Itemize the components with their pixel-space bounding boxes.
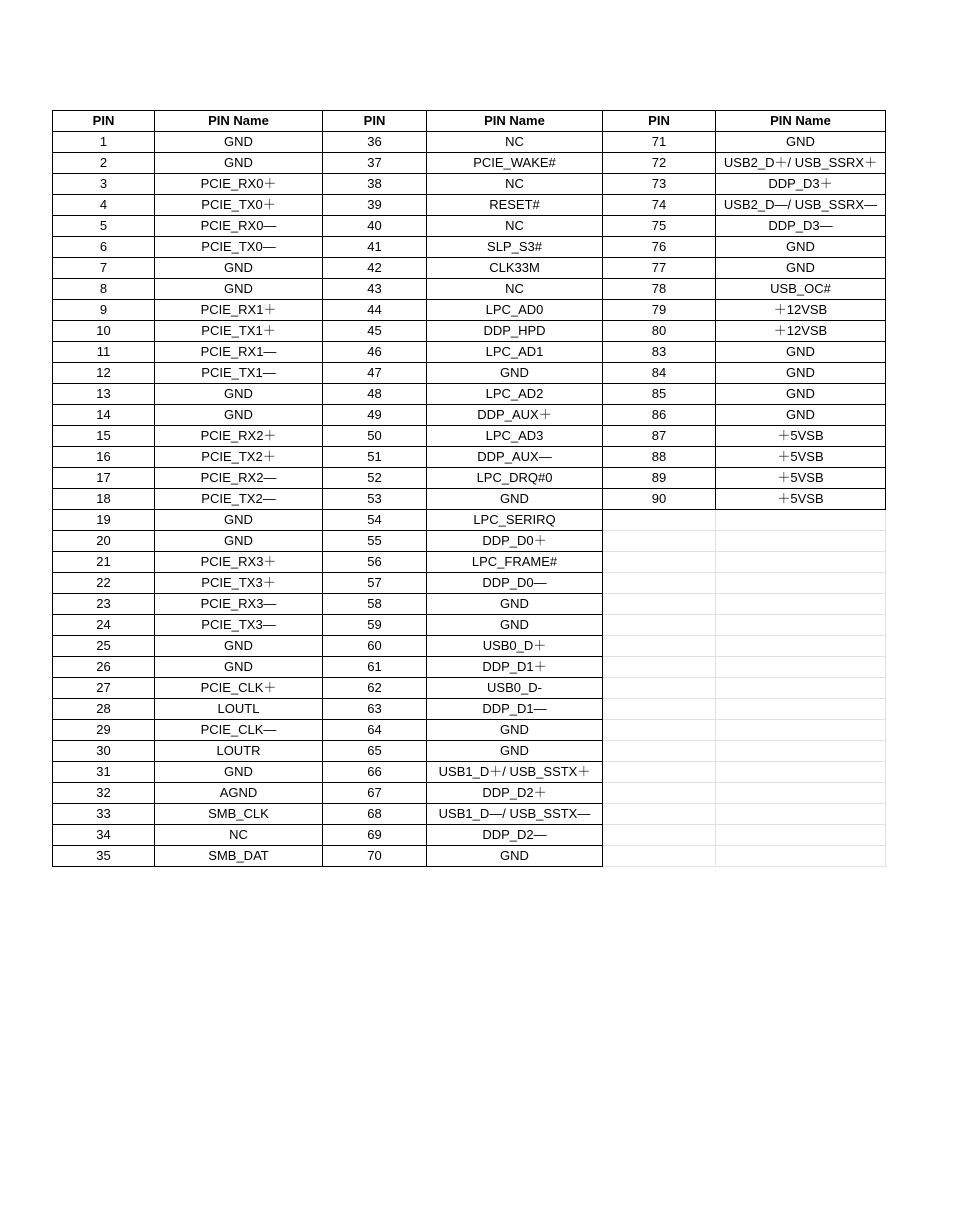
pin-number-cell	[603, 552, 716, 573]
table-row	[53, 216, 886, 237]
pin-number-cell: 8	[53, 279, 155, 300]
pin-number-cell	[603, 531, 716, 552]
pin-name-cell	[716, 657, 886, 678]
pin-number-cell: 39	[323, 195, 427, 216]
pin-number-cell: 3	[53, 174, 155, 195]
pin-name-cell: LOUTL	[155, 699, 323, 720]
pin-number-cell: 19	[53, 510, 155, 531]
table-row	[53, 510, 886, 531]
pin-number-cell	[603, 825, 716, 846]
pin-name-cell: DDP_D3＋	[716, 174, 886, 195]
header-row	[53, 111, 886, 132]
table-row	[53, 636, 886, 657]
pin-name-cell: DDP_D0—	[427, 573, 603, 594]
pin-name-cell	[716, 846, 886, 867]
pin-name-cell: USB1_D＋/ USB_SSTX＋	[427, 762, 603, 783]
table-row	[53, 594, 886, 615]
pin-name-cell	[716, 615, 886, 636]
pin-number-cell: 72	[603, 153, 716, 174]
pin-number-cell: 60	[323, 636, 427, 657]
pin-number-cell: 37	[323, 153, 427, 174]
pin-name-cell: PCIE_TX1—	[155, 363, 323, 384]
pin-name-cell: LPC_FRAME#	[427, 552, 603, 573]
table-row	[53, 783, 886, 804]
pin-number-cell: 13	[53, 384, 155, 405]
pin-name-cell: PCIE_TX3＋	[155, 573, 323, 594]
column-header-pin-name: PIN Name	[155, 111, 323, 132]
pin-number-cell: 86	[603, 405, 716, 426]
pin-name-cell: GND	[716, 342, 886, 363]
pin-name-cell: USB0_D＋	[427, 636, 603, 657]
pin-name-cell: LPC_AD0	[427, 300, 603, 321]
pin-number-cell: 49	[323, 405, 427, 426]
pin-name-cell	[716, 510, 886, 531]
pin-name-cell	[716, 783, 886, 804]
table-row	[53, 468, 886, 489]
pin-name-cell: PCIE_CLK—	[155, 720, 323, 741]
pin-name-cell: LPC_AD2	[427, 384, 603, 405]
pin-name-cell: USB1_D—/ USB_SSTX—	[427, 804, 603, 825]
pin-name-cell: LPC_DRQ#0	[427, 468, 603, 489]
pin-number-cell: 42	[323, 258, 427, 279]
pin-number-cell: 17	[53, 468, 155, 489]
pin-name-cell: SLP_S3#	[427, 237, 603, 258]
table-row	[53, 237, 886, 258]
pin-number-cell: 52	[323, 468, 427, 489]
table-row	[53, 174, 886, 195]
pin-number-cell: 22	[53, 573, 155, 594]
pin-name-cell	[716, 636, 886, 657]
pin-name-cell: GND	[155, 762, 323, 783]
pin-number-cell: 66	[323, 762, 427, 783]
pin-name-cell: USB2_D＋/ USB_SSRX＋	[716, 153, 886, 174]
pin-name-cell	[716, 552, 886, 573]
table-row	[53, 489, 886, 510]
pin-table	[52, 110, 886, 867]
pin-number-cell: 36	[323, 132, 427, 153]
pin-number-cell: 67	[323, 783, 427, 804]
pin-name-cell: LPC_SERIRQ	[427, 510, 603, 531]
pin-number-cell: 41	[323, 237, 427, 258]
pin-number-cell	[603, 573, 716, 594]
table-row	[53, 300, 886, 321]
pin-number-cell: 12	[53, 363, 155, 384]
pin-name-cell: PCIE_TX1＋	[155, 321, 323, 342]
pin-name-cell: GND	[716, 405, 886, 426]
pin-name-cell: GND	[155, 657, 323, 678]
pin-name-cell	[716, 531, 886, 552]
table-row	[53, 699, 886, 720]
pin-number-cell: 7	[53, 258, 155, 279]
pin-number-cell: 90	[603, 489, 716, 510]
pin-name-cell	[716, 573, 886, 594]
pin-name-cell: DDP_D0＋	[427, 531, 603, 552]
table-row	[53, 552, 886, 573]
table-row	[53, 384, 886, 405]
pin-number-cell: 11	[53, 342, 155, 363]
column-header-pin-name: PIN Name	[716, 111, 886, 132]
column-header-pin-name: PIN Name	[427, 111, 603, 132]
pin-number-cell: 54	[323, 510, 427, 531]
pin-number-cell: 69	[323, 825, 427, 846]
pin-name-cell: GND	[155, 384, 323, 405]
table-row	[53, 153, 886, 174]
pin-number-cell: 50	[323, 426, 427, 447]
pin-number-cell: 58	[323, 594, 427, 615]
table-header	[53, 111, 886, 132]
pin-number-cell: 83	[603, 342, 716, 363]
pin-number-cell: 80	[603, 321, 716, 342]
pin-number-cell	[603, 762, 716, 783]
pin-name-cell: LOUTR	[155, 741, 323, 762]
pin-number-cell: 28	[53, 699, 155, 720]
pin-name-cell: DDP_D1—	[427, 699, 603, 720]
pin-number-cell: 77	[603, 258, 716, 279]
pin-number-cell: 88	[603, 447, 716, 468]
pin-number-cell: 76	[603, 237, 716, 258]
pin-number-cell: 78	[603, 279, 716, 300]
pin-number-cell: 18	[53, 489, 155, 510]
pin-number-cell: 16	[53, 447, 155, 468]
pin-number-cell: 24	[53, 615, 155, 636]
pin-name-cell: GND	[427, 741, 603, 762]
table-row	[53, 804, 886, 825]
pin-name-cell: PCIE_RX3—	[155, 594, 323, 615]
pin-number-cell	[603, 846, 716, 867]
pin-number-cell: 40	[323, 216, 427, 237]
pin-name-cell: DDP_D2—	[427, 825, 603, 846]
pin-name-cell: NC	[427, 174, 603, 195]
pin-name-cell: GND	[155, 153, 323, 174]
pin-number-cell	[603, 657, 716, 678]
pin-number-cell: 6	[53, 237, 155, 258]
pin-number-cell: 51	[323, 447, 427, 468]
pin-name-cell: PCIE_RX0＋	[155, 174, 323, 195]
pin-number-cell: 35	[53, 846, 155, 867]
pin-number-cell: 4	[53, 195, 155, 216]
pin-name-cell: GND	[716, 363, 886, 384]
pin-number-cell: 44	[323, 300, 427, 321]
pin-name-cell: PCIE_TX2—	[155, 489, 323, 510]
pin-name-cell: PCIE_RX1＋	[155, 300, 323, 321]
pin-name-cell: GND	[716, 384, 886, 405]
pin-number-cell: 31	[53, 762, 155, 783]
pin-number-cell: 59	[323, 615, 427, 636]
pin-number-cell: 29	[53, 720, 155, 741]
pin-number-cell: 55	[323, 531, 427, 552]
pin-name-cell: DDP_D2＋	[427, 783, 603, 804]
table-row	[53, 195, 886, 216]
table-row	[53, 846, 886, 867]
pin-number-cell: 43	[323, 279, 427, 300]
column-header-pin: PIN	[323, 111, 427, 132]
pin-name-cell: GND	[427, 846, 603, 867]
pin-number-cell: 20	[53, 531, 155, 552]
pin-name-cell	[716, 594, 886, 615]
pin-name-cell: GND	[716, 237, 886, 258]
pin-name-cell: RESET#	[427, 195, 603, 216]
table-row	[53, 426, 886, 447]
pin-name-cell: GND	[427, 489, 603, 510]
pin-name-cell: DDP_AUX＋	[427, 405, 603, 426]
pin-name-cell: PCIE_TX0＋	[155, 195, 323, 216]
pin-name-cell: GND	[716, 132, 886, 153]
table-row	[53, 363, 886, 384]
pin-name-cell: GND	[427, 720, 603, 741]
pin-number-cell: 1	[53, 132, 155, 153]
pin-name-cell: GND	[155, 132, 323, 153]
pin-number-cell: 47	[323, 363, 427, 384]
pin-name-cell	[716, 678, 886, 699]
pin-name-cell	[716, 825, 886, 846]
pin-number-cell	[603, 741, 716, 762]
pin-name-cell: CLK33M	[427, 258, 603, 279]
pin-name-cell: NC	[427, 216, 603, 237]
pin-number-cell: 48	[323, 384, 427, 405]
pin-number-cell	[603, 636, 716, 657]
pin-name-cell	[716, 762, 886, 783]
table-row	[53, 447, 886, 468]
pin-number-cell: 38	[323, 174, 427, 195]
pin-number-cell: 27	[53, 678, 155, 699]
pin-name-cell: ＋5VSB	[716, 426, 886, 447]
pin-number-cell: 62	[323, 678, 427, 699]
pin-number-cell: 2	[53, 153, 155, 174]
pin-number-cell: 21	[53, 552, 155, 573]
pin-name-cell: NC	[427, 132, 603, 153]
pin-number-cell	[603, 510, 716, 531]
pin-number-cell: 34	[53, 825, 155, 846]
table-row	[53, 342, 886, 363]
pin-number-cell: 75	[603, 216, 716, 237]
pin-number-cell: 9	[53, 300, 155, 321]
pin-name-cell: GND	[427, 363, 603, 384]
pin-name-cell: GND	[427, 615, 603, 636]
pin-name-cell: ＋5VSB	[716, 447, 886, 468]
pin-name-cell: DDP_D3—	[716, 216, 886, 237]
pin-name-cell: GND	[155, 405, 323, 426]
pin-number-cell: 30	[53, 741, 155, 762]
pin-name-cell: LPC_AD3	[427, 426, 603, 447]
table-row	[53, 615, 886, 636]
table-row	[53, 321, 886, 342]
pin-name-cell: NC	[427, 279, 603, 300]
table-row	[53, 258, 886, 279]
pin-number-cell: 65	[323, 741, 427, 762]
pin-number-cell: 23	[53, 594, 155, 615]
pin-name-cell: GND	[155, 510, 323, 531]
pin-name-cell: GND	[155, 531, 323, 552]
pin-name-cell: AGND	[155, 783, 323, 804]
table-row	[53, 678, 886, 699]
table-row	[53, 762, 886, 783]
pin-number-cell	[603, 678, 716, 699]
pin-number-cell: 63	[323, 699, 427, 720]
table-row	[53, 825, 886, 846]
pin-name-cell: PCIE_RX1—	[155, 342, 323, 363]
pin-name-cell: ＋12VSB	[716, 300, 886, 321]
pin-number-cell: 74	[603, 195, 716, 216]
pin-name-cell: ＋12VSB	[716, 321, 886, 342]
pin-name-cell	[716, 804, 886, 825]
pin-name-cell: PCIE_RX2＋	[155, 426, 323, 447]
pin-name-cell: GND	[716, 258, 886, 279]
column-header-pin: PIN	[603, 111, 716, 132]
pin-number-cell: 87	[603, 426, 716, 447]
pin-number-cell	[603, 804, 716, 825]
pin-number-cell: 15	[53, 426, 155, 447]
pin-number-cell: 70	[323, 846, 427, 867]
pin-number-cell: 10	[53, 321, 155, 342]
pin-number-cell: 71	[603, 132, 716, 153]
pin-number-cell	[603, 720, 716, 741]
pin-number-cell: 64	[323, 720, 427, 741]
pin-number-cell: 32	[53, 783, 155, 804]
pin-name-cell: GND	[427, 594, 603, 615]
pin-number-cell: 5	[53, 216, 155, 237]
pin-name-cell: GND	[155, 636, 323, 657]
pin-number-cell	[603, 783, 716, 804]
pin-number-cell: 85	[603, 384, 716, 405]
pin-name-cell: PCIE_TX3—	[155, 615, 323, 636]
table-row	[53, 279, 886, 300]
pin-name-cell: USB0_D-	[427, 678, 603, 699]
pin-number-cell: 14	[53, 405, 155, 426]
pin-name-cell: SMB_DAT	[155, 846, 323, 867]
pin-number-cell: 45	[323, 321, 427, 342]
pin-number-cell: 79	[603, 300, 716, 321]
pin-number-cell	[603, 615, 716, 636]
pin-name-cell: PCIE_CLK＋	[155, 678, 323, 699]
table-row	[53, 405, 886, 426]
pin-name-cell: USB2_D—/ USB_SSRX—	[716, 195, 886, 216]
pin-name-cell: PCIE_RX0—	[155, 216, 323, 237]
pin-name-cell: ＋5VSB	[716, 489, 886, 510]
table-row	[53, 657, 886, 678]
pin-name-cell: DDP_D1＋	[427, 657, 603, 678]
pin-number-cell: 53	[323, 489, 427, 510]
pin-name-cell: ＋5VSB	[716, 468, 886, 489]
pin-name-cell: PCIE_WAKE#	[427, 153, 603, 174]
pin-name-cell: SMB_CLK	[155, 804, 323, 825]
pin-name-cell: USB_OC#	[716, 279, 886, 300]
table-row	[53, 573, 886, 594]
pin-number-cell	[603, 699, 716, 720]
pin-name-cell: GND	[155, 279, 323, 300]
pin-number-cell: 61	[323, 657, 427, 678]
pin-number-cell: 57	[323, 573, 427, 594]
pin-name-cell: PCIE_RX3＋	[155, 552, 323, 573]
pin-number-cell: 46	[323, 342, 427, 363]
pin-name-cell: DDP_HPD	[427, 321, 603, 342]
pin-name-cell: PCIE_TX2＋	[155, 447, 323, 468]
pin-name-cell: DDP_AUX—	[427, 447, 603, 468]
pin-number-cell: 25	[53, 636, 155, 657]
pin-name-cell: PCIE_RX2—	[155, 468, 323, 489]
pin-number-cell: 89	[603, 468, 716, 489]
table-row	[53, 720, 886, 741]
pin-name-cell: PCIE_TX0—	[155, 237, 323, 258]
pin-number-cell: 26	[53, 657, 155, 678]
table-body	[53, 132, 886, 867]
pin-number-cell: 84	[603, 363, 716, 384]
pin-number-cell: 33	[53, 804, 155, 825]
pin-name-cell: GND	[155, 258, 323, 279]
pin-number-cell: 56	[323, 552, 427, 573]
pin-number-cell: 73	[603, 174, 716, 195]
pin-number-cell: 68	[323, 804, 427, 825]
table-row	[53, 531, 886, 552]
pin-name-cell	[716, 741, 886, 762]
table-row	[53, 132, 886, 153]
pin-name-cell: LPC_AD1	[427, 342, 603, 363]
pin-number-cell	[603, 594, 716, 615]
pin-name-cell	[716, 720, 886, 741]
table-row	[53, 741, 886, 762]
pin-name-cell: NC	[155, 825, 323, 846]
column-header-pin: PIN	[53, 111, 155, 132]
pin-name-cell	[716, 699, 886, 720]
